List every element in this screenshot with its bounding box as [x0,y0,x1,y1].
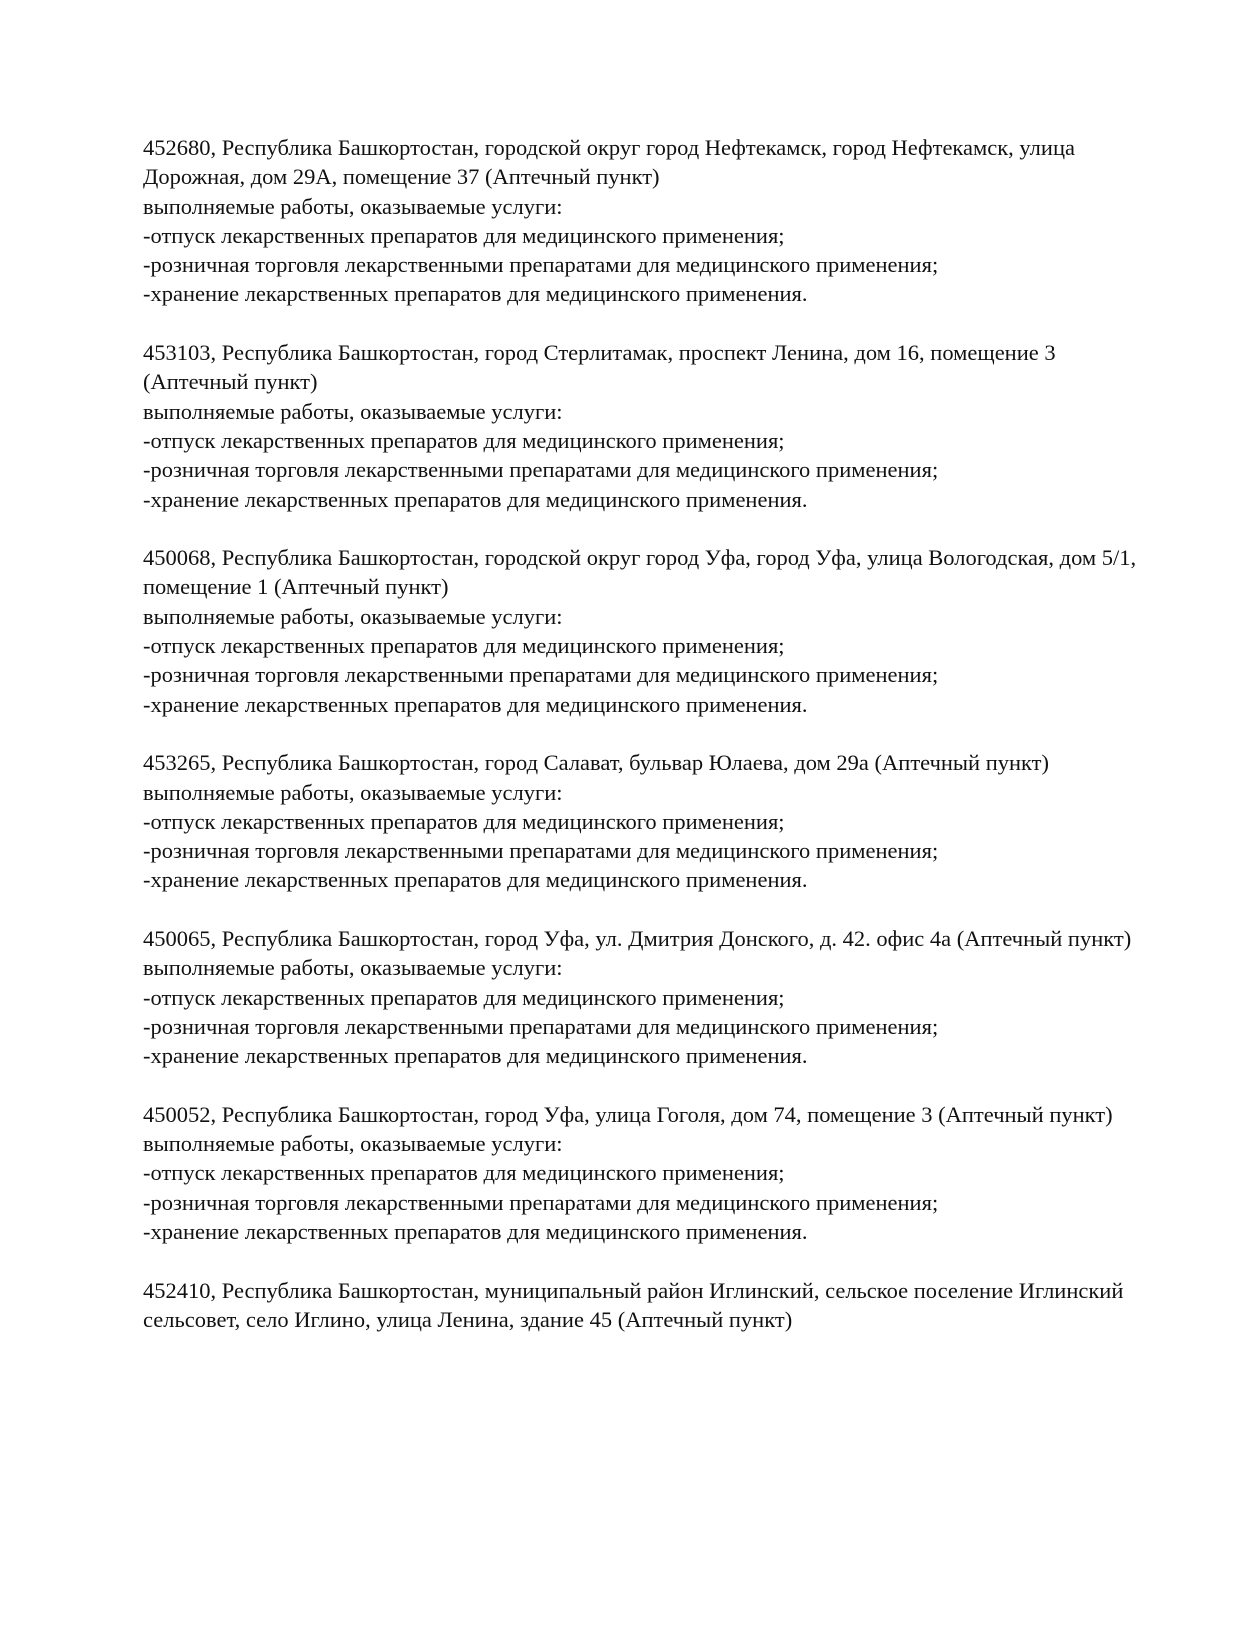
service-item: -отпуск лекарственных препаратов для медицинского применения; [143,808,785,834]
entry-address: 453265, Республика Башкортостан, город Салават, бульвар Юлаева, дом 29а (Аптечный пункт) [143,750,1050,776]
pharmacy-entry [143,1100,1163,1246]
service-item: -хранение лекарственных препаратов для медицинского применения. [143,1218,808,1244]
entry-address: 450052, Республика Башкортостан, город Уфа, улица Гоголя, дом 74, помещение 3 (Аптечный пункт) [143,1101,1113,1127]
entry-address: 452410, Республика Башкортостан, муниципальный район Иглинский, сельское поселение Иглинский сельсовет, село Иглино, улица Ленина, здание 45 (Аптечный пункт) [143,1277,1124,1332]
pharmacy-entry [143,1276,1163,1335]
pharmacy-entry [143,133,1163,309]
service-item: -хранение лекарственных препаратов для медицинского применения. [143,867,808,893]
service-item: -отпуск лекарственных препаратов для медицинского применения; [143,1160,785,1186]
service-item: -отпуск лекарственных препаратов для медицинского применения; [143,427,785,453]
service-item: -хранение лекарственных препаратов для медицинского применения. [143,486,808,512]
service-item: -отпуск лекарственных препаратов для медицинского применения; [143,984,785,1010]
service-item: -розничная торговля лекарственными препаратами для медицинского применения; [143,1189,939,1215]
services-heading: выполняемые работы, оказываемые услуги: [143,398,563,424]
entry-address: 450068, Республика Башкортостан, городской округ город Уфа, город Уфа, улица Вологодская, дом 5/1, помещение 1 (Аптечный пункт) [143,545,1137,600]
service-item: -хранение лекарственных препаратов для медицинского применения. [143,691,808,717]
entry-address: 453103, Республика Башкортостан, город Стерлитамак, проспект Ленина, дом 16, помещение 3 (Аптечный пункт) [143,340,1056,395]
pharmacy-entry [143,924,1163,1070]
entry-address: 452680, Республика Башкортостан, городской округ город Нефтекамск, город Нефтекамск, улица Дорожная, дом 29А, помещение 37 (Аптечный пункт) [143,135,1075,190]
service-item: -отпуск лекарственных препаратов для медицинского применения; [143,222,785,248]
service-item: -розничная торговля лекарственными препаратами для медицинского применения; [143,457,939,483]
service-item: -отпуск лекарственных препаратов для медицинского применения; [143,633,785,659]
service-item: -розничная торговля лекарственными препаратами для медицинского применения; [143,662,939,688]
services-heading: выполняемые работы, оказываемые услуги: [143,955,563,981]
service-item: -розничная торговля лекарственными препаратами для медицинского применения; [143,252,939,278]
services-heading: выполняемые работы, оказываемые услуги: [143,603,563,629]
document-page [143,133,1163,1363]
pharmacy-entry [143,543,1163,719]
entry-address: 450065, Республика Башкортостан, город Уфа, ул. Дмитрия Донского, д. 42. офис 4а (Аптечный пункт) [143,926,1132,952]
pharmacy-entry [143,338,1163,514]
service-item: -хранение лекарственных препаратов для медицинского применения. [143,281,808,307]
services-heading: выполняемые работы, оказываемые услуги: [143,779,563,805]
pharmacy-entry [143,748,1163,894]
services-heading: выполняемые работы, оказываемые услуги: [143,1131,563,1157]
services-heading: выполняемые работы, оказываемые услуги: [143,193,563,219]
service-item: -хранение лекарственных препаратов для медицинского применения. [143,1043,808,1069]
service-item: -розничная торговля лекарственными препаратами для медицинского применения; [143,838,939,864]
service-item: -розничная торговля лекарственными препаратами для медицинского применения; [143,1013,939,1039]
